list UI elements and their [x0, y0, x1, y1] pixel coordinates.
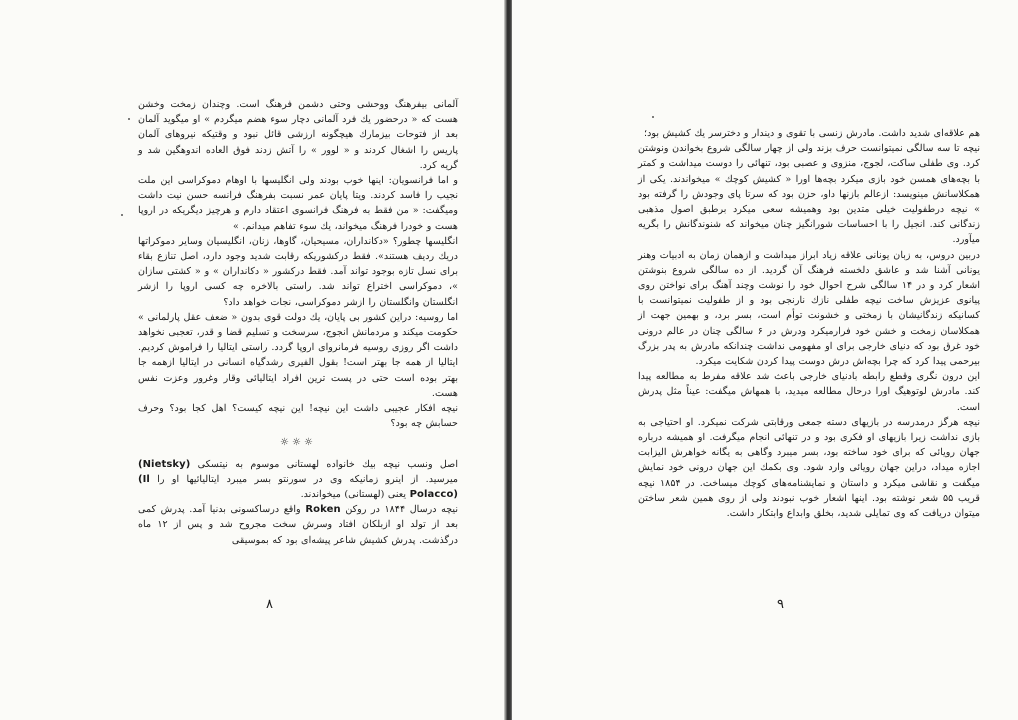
latin-name-nietsky: (Nietsky) — [138, 458, 191, 470]
left-paragraph-1: آلمانی بیفرهنگ ووحشی وحتی دشمن فرهنگ است. وچندان زمخت وخشن هست که « درحضور یك فرد آلمانی دچار سوء هضم میگردم » او میگوید آلمان بعد از فتوحات بیزمارك هیچگونه ارزشی قائل نبود و وقتیکه نیروهای آلمان پاریس را اشغال کردند و « لوور » را آتش زدند فوق العاده اندوهگین شد و گریه کرد. — [138, 99, 458, 171]
right-paragraph-3: دربین دروس، به زبان یونانی علاقه زیاد ابراز میداشت و ازهمان زمان به ادبیات وهنر یونانی آشنا شد و عاشق دلخسته فرهنگ آن گردید. از ده سالگی شروع بنوشتن اشعار کرد و در ۱۴ سالگی شرح احوال خود را نوشت وچند آهنگ برای نواختن روی پیانوی عزیزش ساخت نیچه طفلی نازك نارنجی بود و از طفولیت نمیتوانست با کسانیکه زندگانیشان با زمختی و خشونت توأم است، بسر برد، و بهمین جهت از همکلاسان زمخت و خشن خود فرارمیکرد ودرش در ۶ سالگی چنان در عالم درونی خود غرق بود که دنیای خارجی برای او مفهومی نداشت چندانکه مادرش به پدر بزرگ بیرحمی پیدا کرد که چرا بچه‌اش درش دوست پیدا کردن شکایت میکرد. — [638, 249, 981, 368]
para6-text-c: یعنی (لهستانی) میخواندند. — [300, 489, 407, 501]
para7-text-b: واقع درساکسونی بدنیا آمد. پدرش کمی بعد از تولد او ازبلکان افتاد وسرش سخت مجروح شد و پس از ۱۲ ماه درگذشت. پدرش کشیش شاعر پیشه‌ای بود که بموسیقی — [138, 504, 458, 546]
right-paragraph-4: این درون نگری وقطع رابطه بادنیای خارجی باعث شد علاقه مفرط به مطالعه پیدا کند. مادرش لوتوهیگ اورا درحال مطالعه میدید، با همهاش میگفت: عیناً مثل پدرش است. — [638, 371, 980, 413]
section-divider: ☼☼☼ — [280, 437, 316, 449]
left-paragraph-4: اما روسیه: دراین کشور بی پایان، یك دولت قوی بدون « ضعف عقل پارلمانی » حکومت میکند و مردمانش انجوج، سرسخت و تسلیم قضا و قدر، تعجبی نخواهد داشت اگر روزی روسیه فرمانروای اروپا گردد. راستی ایتالیا را فراموش کردیم. ایتالیا از همه جا بهتر است! بقول الفیری رشدگیاه انسانی در ایتالیا ازهمه جا بهتر بوده است حتی در پست ترین افراد ایتالیائی وقار وغرور وعزت نفس هست. — [138, 311, 458, 399]
right-paragraph-1: هم علاقه‌ای شدید داشت. مادرش زنسی با تقوی و دیندار و دخترسر یك کشیش بود؛ — [644, 128, 980, 139]
para7-text-a: نیچه درسال ۱۸۴۴ در روکن — [345, 504, 458, 516]
right-paragraph-2: نیچه تا سه سالگی نمیتوانست حرف بزند ولی از چهار سالگی شروع بخواندن ونوشتن کرد. وی طفلی ساکت، لجوج، منزوی و عصبی بود، تنهائی را دوست میداشت و کمتر با بچه‌های همسن خود بازی میکرد بچه‌ها اورا « کشیش کوچك » میخواندند. یکی از همکلاسانش مینویسد: ازعالم بازنها داو، حزن بود که سرتا پای وجودش را گرفته بود » نیچه درطفولیت خیلی متدین بود وهمیشه سعی میکرد برطبق اصول مذهبی زندگانی کند. انجیل را با احساسات شورانگیز چنان میخواند که شنوندگانش را بگریه میآورد. — [638, 143, 980, 246]
latin-name-il-polacco: (Il Polacco) — [138, 473, 458, 501]
scan-speck — [652, 116, 654, 118]
scan-speck — [121, 214, 123, 216]
left-page — [0, 0, 506, 720]
para6-text-b: میرسید. از اینرو زمانیکه وی در سورنتو بسر میبرد ایتالیائیها او را — [157, 473, 458, 485]
left-page-number: ۸ — [266, 597, 273, 612]
left-paragraph-3: انگلیسها چطور؟ «دکانداران، مسیحیان، گاوها، زنان، انگلیسیان وسایر دموکراتها دریك ردیف هستند». فقط درکشوریکه رقابت شدید وجود دارد، اصل تنازع بقاء برای نسل تازه بوجود تواند آمد. فقط درکشور « دکانداران » و « کشتی سازان »، دموکراسی اختراع تواند شد. راستی بالاخره چه کسی اروپا را ازشر انگلستان وانگلستان را ازشر دموکراسی، نجات خواهد داد؟ — [138, 235, 458, 308]
latin-place-roken: Roken — [305, 504, 341, 516]
para6-text-a: اصل ونسب نیچه بیك خانواده لهستانی موسوم به نیتسکی — [197, 458, 458, 470]
right-page — [512, 0, 1018, 720]
left-page-text-column — [138, 97, 458, 548]
scan-speck — [128, 118, 130, 120]
left-paragraph-5: نیچه افکار عجیبی داشت این نیچه! این نیچه کیست؟ اهل کجا بود؟ وحرف حسابش چه بود؟ — [138, 403, 458, 430]
left-paragraph-2: و اما فرانسویان: اینها خوب بودند ولی انگلیسها با اوهام دموکراسی این ملت نجیب را فاسد کردند. ویتا پایان عمر نسبت بفرهنگ فرانسه حسن نیت داشت ومیگفت: « من فقط به فرهنگ فرانسوی اعتقاد دارم و هرچیز دیگریکه در اروپا هست و خودرا فرهنگ میخواند، یك سوء تفاهم میدانم. » — [138, 175, 458, 232]
left-paragraph-7 — [138, 502, 458, 548]
right-page-text-column — [638, 126, 980, 521]
right-paragraph-5: نیچه هرگز درمدرسه در بازیهای دسته جمعی ورقابتی شرکت نمیکرد. او احتیاجی به بازی نداشت زیرا بازیهای او فکری بود و در تنهائی انجام میگرفت. او همیشه درباره جهان رویائی که برای خود ساخته بود، بسر میبرد وگاهی به یگانه خواهرش الیزابت اجازه میداد، دراین جهان رویائی وارد شود. وی بکمك این جهان درونی خود نمایش میگفت و نقاشی میکرد و داستان و نمایشنامه‌های کوچك میساخت. در ۱۸۵۴ نیچه قریب ۵۵ شعر نوشته بود. اینها اشعار خوب نبودند ولی از روی همین شعر ساختن میتوان دریافت که وی تمایلی شدید، بخلق وابداع وابتکار داشت. — [638, 416, 981, 520]
right-page-number: ۹ — [777, 597, 784, 612]
left-paragraph-6 — [138, 457, 458, 503]
